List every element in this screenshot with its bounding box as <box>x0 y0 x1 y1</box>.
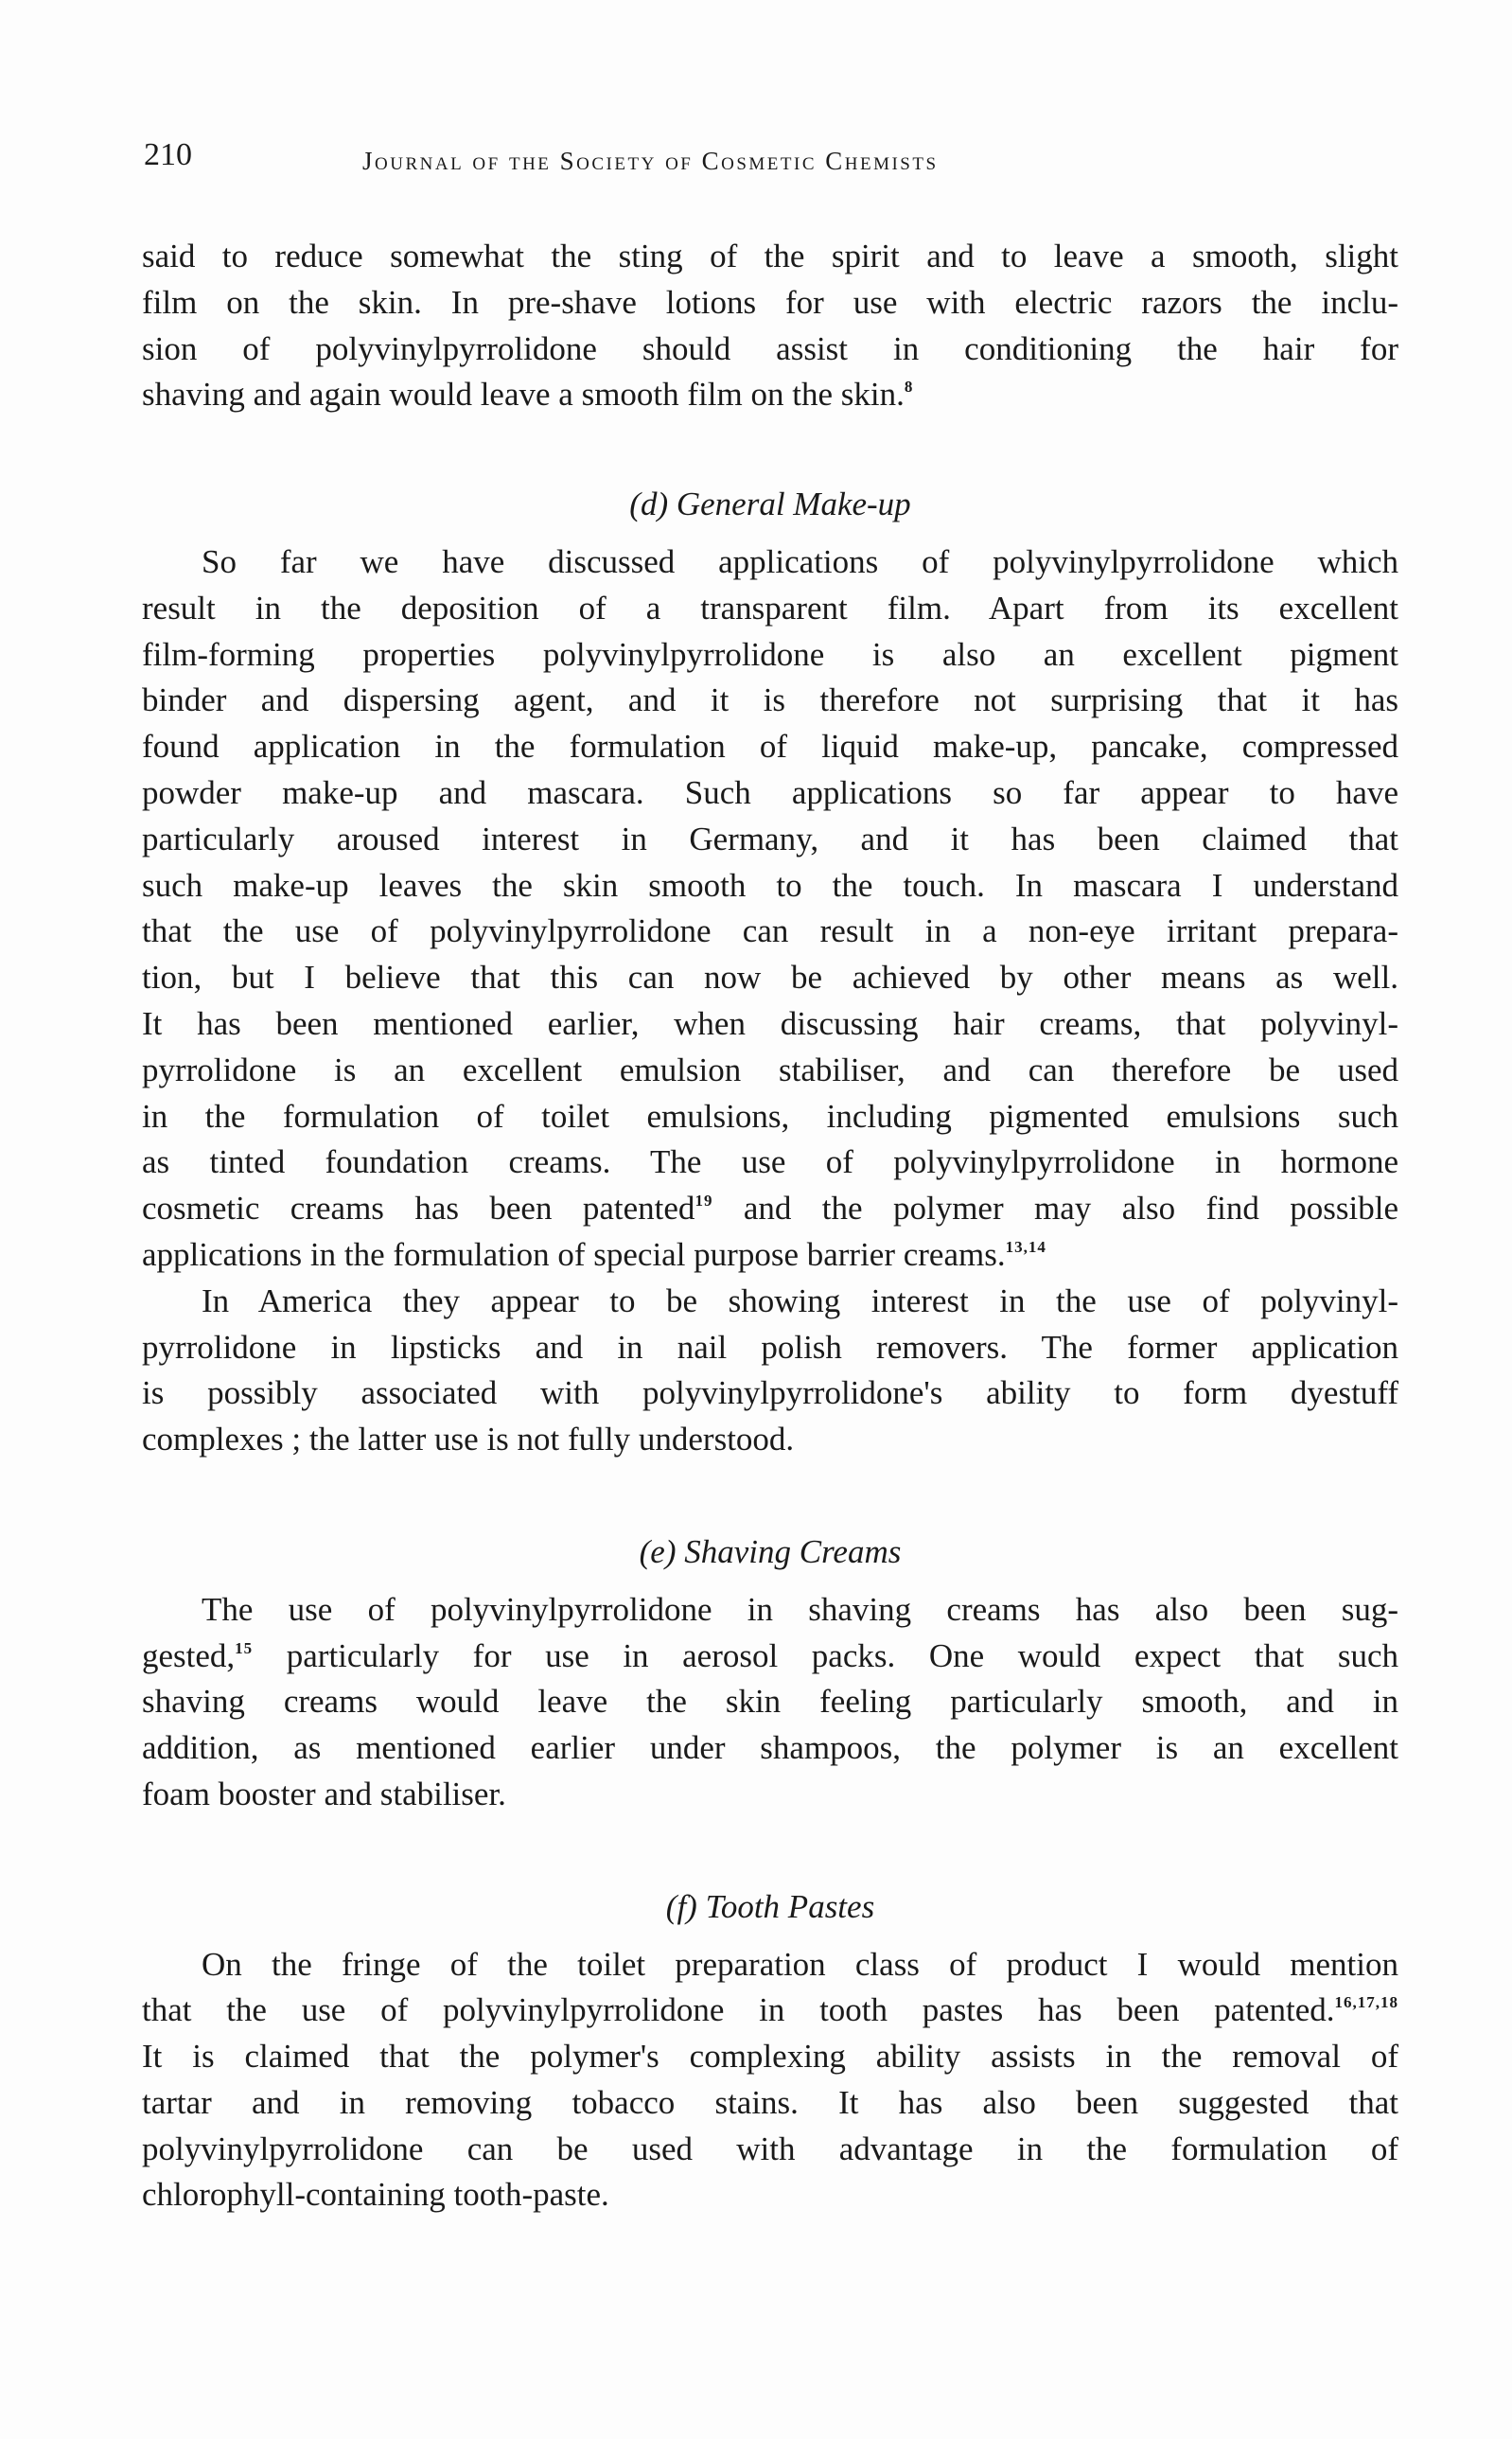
text-line <box>142 632 1398 679</box>
paragraph-block-make-up <box>142 539 1398 1463</box>
line-text: that the use of polyvinylpyrrolidone can result in a non-eye irritant prepara- <box>142 912 1398 950</box>
line-text: is possibly associated with polyvinylpyrrolidone's ability to form dyestuff <box>142 1374 1398 1412</box>
footnote-reference: 19 <box>694 1192 713 1211</box>
footnote-reference: 16,17,18 <box>1334 1993 1398 2012</box>
text-line <box>142 1679 1398 1725</box>
text-line <box>142 1140 1398 1186</box>
line-text: in the formulation of toilet emulsions, including pigmented emulsions such <box>142 1097 1398 1135</box>
line-text: particularly aroused interest in Germany, and it has been claimed that <box>142 820 1398 857</box>
text-line <box>142 280 1398 327</box>
line-text: So far we have discussed applications of polyvinylpyrrolidone which <box>202 542 1398 580</box>
text-line <box>142 724 1398 770</box>
text-line <box>142 1370 1398 1417</box>
text-line <box>142 2172 1398 2218</box>
text-line <box>142 372 1398 418</box>
line-text: found application in the formulation of liquid make-up, pancake, compressed <box>142 728 1398 766</box>
line-text: foam booster and stabiliser. <box>142 1775 506 1812</box>
text-line <box>142 1094 1398 1140</box>
line-text: In America they appear to be showing interest in the use of polyvinyl- <box>202 1281 1398 1319</box>
line-text: film-forming properties polyvinylpyrrolidone is also an excellent pigment <box>142 635 1398 673</box>
footnote-reference: 15 <box>235 1638 254 1657</box>
text-line <box>142 817 1398 863</box>
line-text: shaving and again would leave a smooth film on the skin. <box>142 376 905 414</box>
article-body <box>142 234 1398 2218</box>
footnote-reference: 8 <box>904 378 914 397</box>
line-text: The use of polyvinylpyrrolidone in shaving creams has also been sug- <box>202 1590 1398 1628</box>
text-line <box>142 2080 1398 2127</box>
line-text: complexes ; the latter use is not fully understood. <box>142 1421 795 1458</box>
text-line <box>142 1186 1398 1232</box>
line-text: such make-up leaves the skin smooth to the touch. In mascara I understand <box>142 866 1398 904</box>
line-text: gested, <box>142 1636 236 1674</box>
line-text: It is claimed that the polymer's complexing ability assists in the removal of <box>142 2038 1398 2076</box>
line-text: On the fringe of the toilet preparation class of product I would mention <box>202 1945 1398 1983</box>
text-line <box>142 955 1398 1001</box>
text-line <box>142 1942 1398 1988</box>
line-text: tion, but I believe that this can now be achieved by other means as well. <box>142 959 1398 997</box>
line-text: pyrrolidone is an excellent emulsion stabiliser, and can therefore be used <box>142 1051 1398 1088</box>
text-line <box>142 1048 1398 1094</box>
line-text: powder make-up and mascara. Such applications so far appear to have <box>142 773 1398 811</box>
text-line <box>142 1417 1398 1463</box>
text-line <box>142 1634 1398 1680</box>
line-text: said to reduce somewhat the sting of the spirit and to leave a smooth, slight <box>142 238 1398 274</box>
text-line <box>142 1725 1398 1772</box>
text-line <box>142 1279 1398 1325</box>
line-text: chlorophyll-containing tooth-paste. <box>142 2176 609 2214</box>
text-line <box>142 863 1398 910</box>
running-header: Journal of the Society of Cosmetic Chemists <box>362 147 939 175</box>
text-line <box>142 234 1398 280</box>
line-text: film on the skin. In pre-shave lotions for use with electric razors the inclu- <box>142 283 1398 321</box>
section-heading-make-up: (d) General Make-up <box>629 486 911 523</box>
line-text: tartar and in removing tobacco stains. It has also been suggested that <box>142 2083 1398 2121</box>
line-text: cosmetic creams has been patented <box>142 1190 695 1228</box>
line-text: as tinted foundation creams. The use of polyvinylpyrrolidone in hormone <box>142 1143 1398 1181</box>
text-line <box>142 1587 1398 1634</box>
line-text: particularly for use in aerosol packs. One would expect that such <box>253 1636 1398 1674</box>
text-line <box>142 327 1398 373</box>
line-text: and the polymer may also find possible <box>712 1190 1398 1228</box>
line-text: that the use of polyvinylpyrrolidone in tooth pastes has been patented. <box>142 1991 1335 2029</box>
paragraph-block-tooth <box>142 1942 1398 2219</box>
line-text: sion of polyvinylpyrrolidone should assist in conditioning the hair for <box>142 329 1398 367</box>
text-line <box>142 539 1398 586</box>
line-text: pyrrolidone in lipsticks and in nail polish removers. The former application <box>142 1328 1398 1366</box>
text-line <box>142 1988 1398 2034</box>
section-heading-shaving: (e) Shaving Creams <box>639 1532 902 1570</box>
text-line <box>142 1232 1398 1279</box>
text-line <box>142 770 1398 817</box>
line-text: addition, as mentioned earlier under shampoos, the polymer is an excellent <box>142 1729 1398 1767</box>
text-line <box>142 2034 1398 2080</box>
paragraph-block-intro <box>142 234 1398 418</box>
page-number: 210 <box>144 137 192 172</box>
line-text: result in the deposition of a transparent film. Apart from its excellent <box>142 589 1398 627</box>
text-line <box>142 2127 1398 2173</box>
text-line <box>142 586 1398 632</box>
text-line <box>142 678 1398 724</box>
text-line <box>142 909 1398 955</box>
line-text: applications in the formulation of special purpose barrier creams. <box>142 1235 1006 1273</box>
text-line <box>142 1001 1398 1048</box>
section-heading-tooth: (f) Tooth Pastes <box>665 1887 875 1925</box>
line-text: shaving creams would leave the skin feeling particularly smooth, and in <box>142 1683 1398 1721</box>
paragraph-block-shaving <box>142 1587 1398 1818</box>
line-text: polyvinylpyrrolidone can be used with advantage in the formulation of <box>142 2130 1398 2167</box>
text-line <box>142 1325 1398 1371</box>
text-line <box>142 1772 1398 1818</box>
line-text: It has been mentioned earlier, when discussing hair creams, that polyvinyl- <box>142 1004 1398 1042</box>
footnote-reference: 13,14 <box>1005 1237 1046 1256</box>
line-text: binder and dispersing agent, and it is therefore not surprising that it has <box>142 681 1398 719</box>
